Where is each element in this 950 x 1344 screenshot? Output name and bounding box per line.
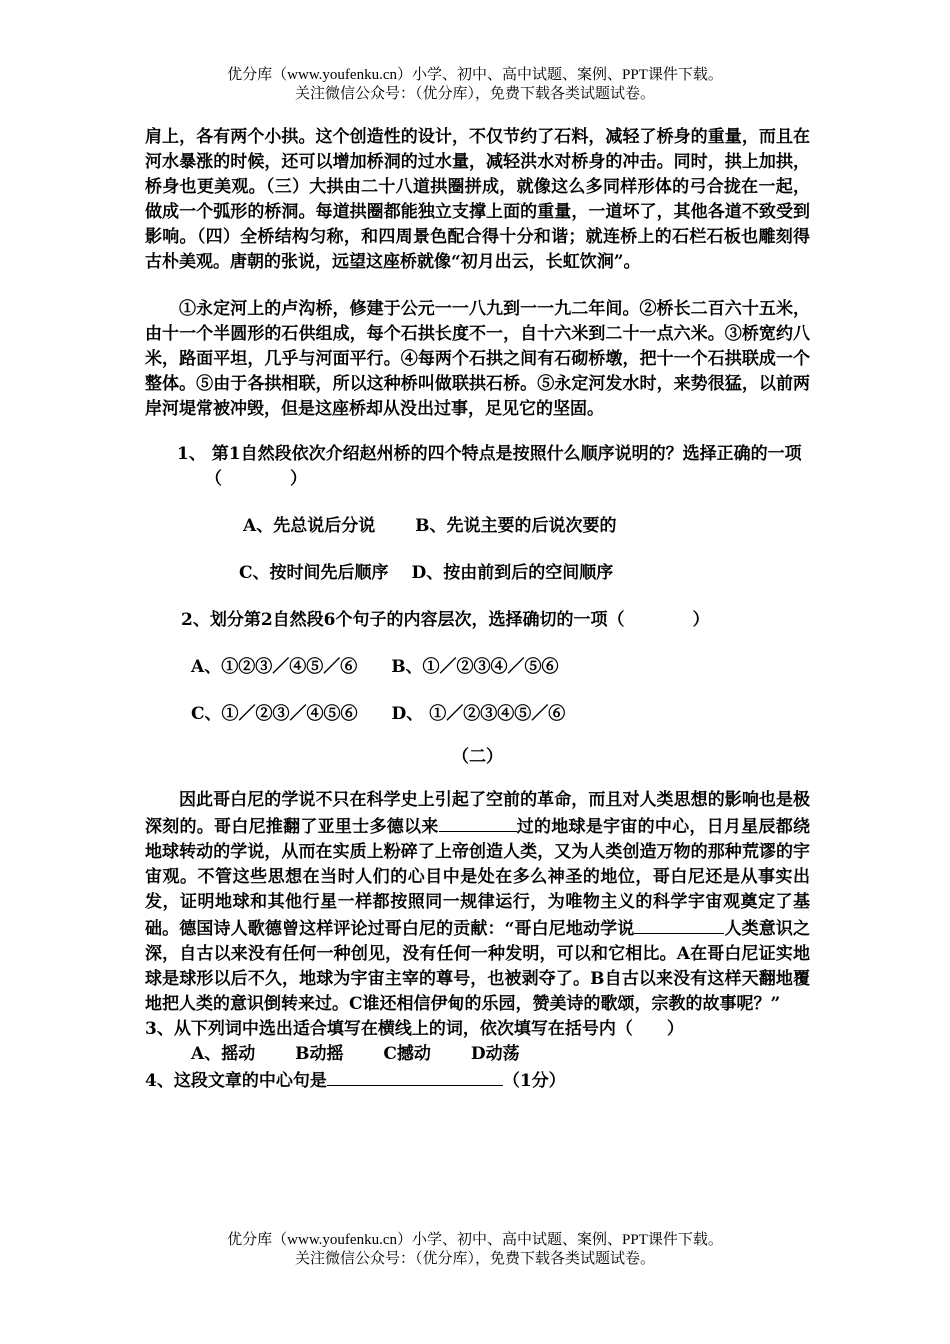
question-4-prefix: 4、这段文章的中心句是 (145, 1071, 327, 1091)
passage-copernicus-part-1: 因此哥白尼的学说不只在科学史上引起了空前的革命，而且对人类思想的影响也是极深刻的。哥白尼推翻了亚里士多德以来 (145, 790, 810, 837)
question-4-suffix: （1分） (502, 1071, 566, 1091)
question-2-options-row-2: C、①／②③／④⑤⑥ D、 ①／②③④⑤／⑥ (191, 704, 566, 724)
document-body (145, 125, 810, 1094)
passage-copernicus (145, 788, 810, 1017)
passage-lugou-bridge: ①永定河上的卢沟桥，修建于公元一一八九到一一九二年间。②桥长二百六十五米，由十一个半圆形的石供组成，每个石拱长度不一，自十六米到二十一点六米。③桥宽约八米，路面平坦，几乎与河面平行。④每两个石拱之间有石砌桥墩，把十一个石拱联成一个整体。⑤由于各拱相联，所以这种桥叫做联拱石桥。⑤永定河发水时，来势很猛，以前两岸河堤常被冲毁，但是这座桥却从没出过事，足见它的坚固。 (145, 299, 810, 419)
question-1: 1、 第1自然段依次介绍赵州桥的四个特点是按照什么顺序说明的？选择正确的一项（ ） (177, 444, 802, 489)
page-footer (0, 1231, 950, 1269)
passage-copernicus-part-2: 过的地球是宇宙的中心，日月星辰都绕地球转动的学说，从而在实质上粉碎了上帝创造人类，又为人类创造万物的那种荒谬的宇宙观。不管这些思想在当时人们的心目中是处在多么神圣的地位，哥白尼还是从事实出发，证明地球和其他行星一样都按照同一规律运行，为唯物主义的科学宇宙观奠定了基础。德国诗人歌德曾这样评论过哥白尼的贡献：“哥白尼地动学说 (145, 817, 810, 939)
question-3: 3、从下列词中选出适合填写在横线上的词，依次填写在括号内（ ） (145, 1019, 684, 1039)
header-line-1: 优分库（www.youfenku.cn）小学、初中、高中试题、案例、PPT课件下载。 (227, 67, 723, 83)
blank-1 (439, 813, 517, 832)
question-2: 2、划分第2自然段6个句子的内容层次，选择确切的一项（ ） (181, 610, 710, 630)
question-4-blank (327, 1067, 503, 1086)
question-2-options-row-1: A、①②③／④⑤／⑥ B、①／②③④／⑤⑥ (191, 657, 559, 677)
question-4 (145, 1067, 810, 1094)
question-3-options: A、摇动 B动摇 C撼动 D动荡 (191, 1044, 520, 1064)
footer-line-1: 优分库（www.youfenku.cn）小学、初中、高中试题、案例、PPT课件下载。 (227, 1232, 723, 1248)
blank-2 (634, 915, 724, 934)
footer-line-2: 关注微信公众号：（优分库），免费下载各类试题试卷。 (294, 1251, 655, 1267)
passage-zhaozhou-bridge: 肩上，各有两个小拱。这个创造性的设计，不仅节约了石料，减轻了桥身的重量，而且在河水暴涨的时候，还可以增加桥洞的过水量，减轻洪水对桥身的冲击。同时，拱上加拱，桥身也更美观。（三）大拱由二十八道拱圈拼成，就像这么多同样形体的弓合拢在一起，做成一个弧形的桥洞。每道拱圈都能独立支撑上面的重量，一道坏了，其他各道不致受到影响。（四）全桥结构匀称，和四周景色配合得十分和谐；就连桥上的石栏石板也雕刻得古朴美观。唐朝的张说，远望这座桥就像“初月出云，长虹饮涧”。 (145, 127, 810, 272)
section-2-title: （二） (452, 747, 503, 767)
header-line-2: 关注微信公众号：（优分库），免费下载各类试题试卷。 (294, 86, 655, 102)
question-1-options-row-1: A、先总说后分说 B、先说主要的后说次要的 (243, 516, 617, 536)
question-1-options-row-2: C、按时间先后顺序 D、按由前到后的空间顺序 (239, 563, 614, 583)
passage-copernicus-part-3: 人类意识之深，自古以来没有任何一种创见，没有任何一种发明，可以和它相比。A在哥白尼证实地球是球形以后不久，地球为宇宙主宰的尊号，也被剥夺了。B自古以来没有这样天翻地覆地把人类的意识倒转来过。C谁还相信伊甸的乐园，赞美诗的歌颂，宗教的故事呢？” (145, 919, 811, 1014)
page-header (0, 66, 950, 104)
